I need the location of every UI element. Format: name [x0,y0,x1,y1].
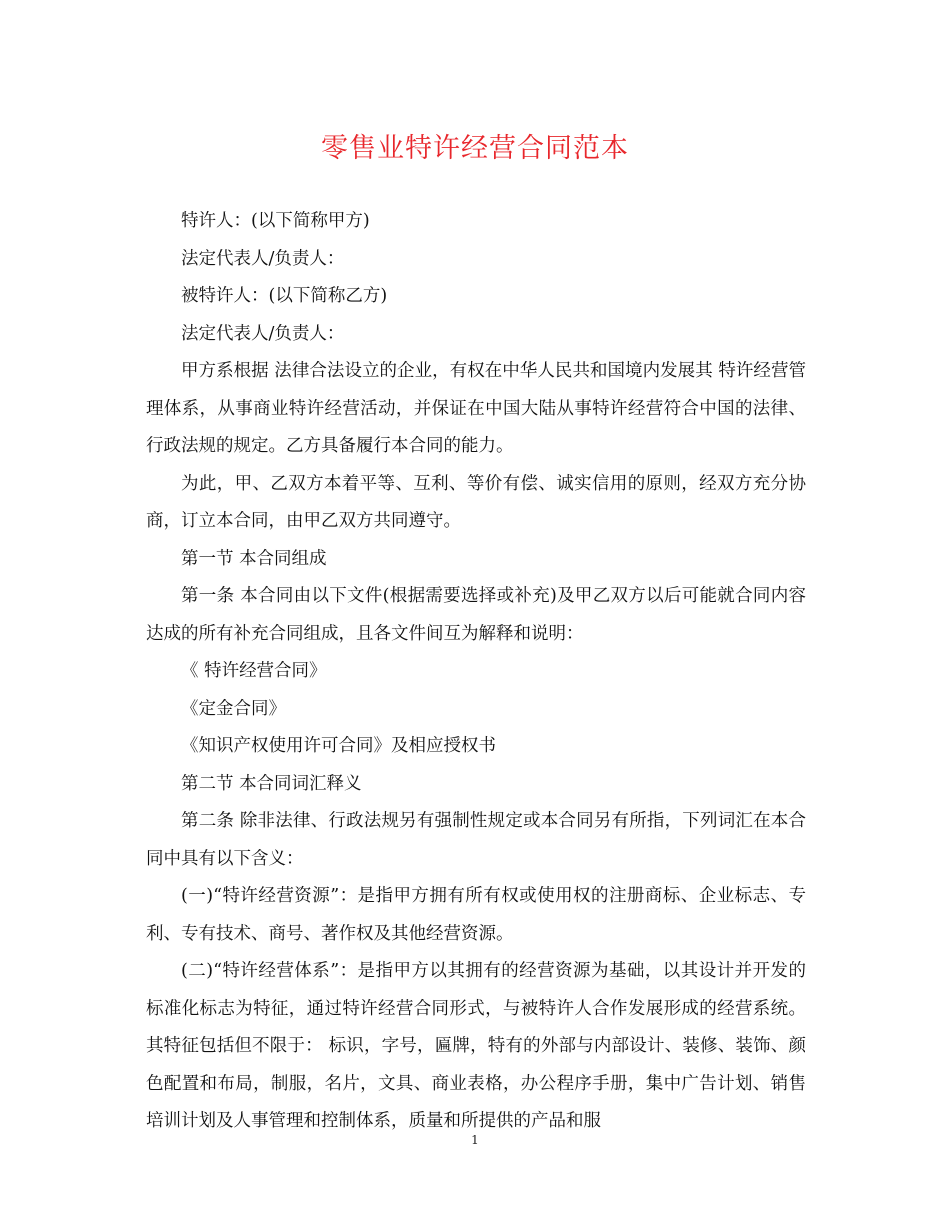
paragraph-franchisee: 被特许人：(以下简称乙方) [181,286,388,306]
document-title: 零售业特许经营合同范本 [321,133,629,164]
section-heading-1: 第一节 本合同组成 [181,548,327,569]
section-heading-2: 第二节 本合同词汇释义 [181,773,362,794]
definition-2: (二)“特许经营体系”：是指甲方以其拥有的经营资源为基础，以其设计并开发的标准化标志为特征，通过特许经营合同形式，与被特许人合作发展形成的经营系统。其特征包括但不限于： 标识，字号，匾牌，特有的外部与内部设计、装修、装饰、颜色配置和布局，制服，名片，文具、商业表格，办公程序手册，集中广告计划、销售培训计划及人事管理和控制体系，质量和所提供的产品和服 [146,961,806,1131]
paragraph-franchisor-representative: 法定代表人/负责人： [181,248,345,269]
document-body [146,203,806,1141]
page-number: 1 [471,1133,479,1147]
paragraph-party-a-statement: 甲方系根据 法律合法设立的企业，有权在中华人民共和国境内发展其 特许经营管理体系，从事商业特许经营活动，并保证在中国大陆从事特许经营符合中国的法律、行政法规的规定。乙方具备履行本合同的能力。 [146,361,806,456]
definition-1: (一)“特许经营资源”：是指甲方拥有所有权或使用权的注册商标、企业标志、专利、专有技术、商号、著作权及其他经营资源。 [146,886,806,944]
article-2: 第二条 除非法律、行政法规另有强制性规定或本合同另有所指，下列词汇在本合同中具有以下含义： [146,811,806,869]
paragraph-agreement-basis: 为此，甲、乙双方本着平等、互利、等价有偿、诚实信用的原则，经双方充分协商，订立本合同，由甲乙双方共同遵守。 [146,473,806,531]
list-item-franchise-contract: 《 特许经营合同》 [181,661,327,681]
paragraph-franchisee-representative: 法定代表人/负责人： [181,323,345,344]
article-1: 第一条 本合同由以下文件(根据需要选择或补充)及甲乙双方以后可能就合同内容达成的所有补充合同组成，且各文件间互为解释和说明： [146,586,806,644]
list-item-ip-license: 《知识产权使用许可合同》及相应授权书 [181,736,496,756]
paragraph-franchisor: 特许人：(以下简称甲方) [181,211,370,231]
list-item-deposit-contract: 《定金合同》 [181,698,286,719]
